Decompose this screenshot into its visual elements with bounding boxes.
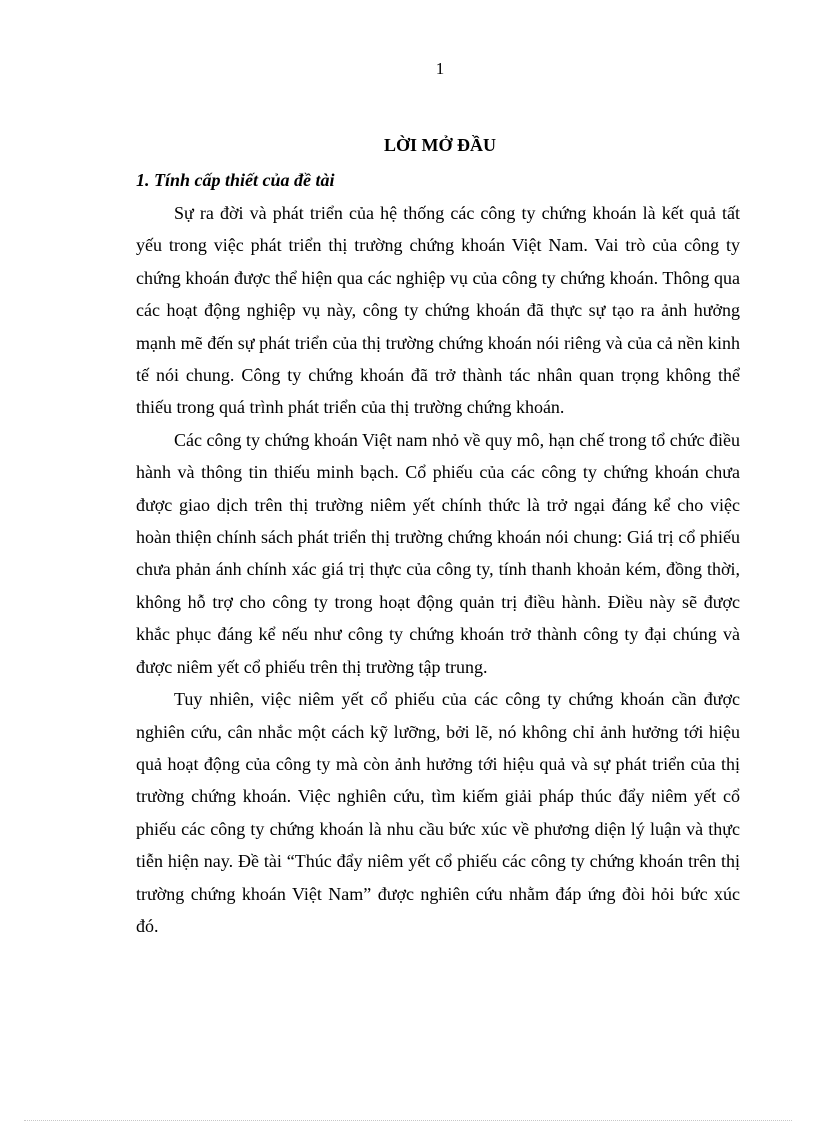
paragraph-1: Sự ra đời và phát triển của hệ thống các công ty chứng khoán là kết quả tất yếu trong việc phát triển thị trường chứng khoán Việt Nam. Vai trò của công ty chứng khoán được thể hiện qua các nghiệp vụ của công ty chứng khoán. Thông qua các hoạt động nghiệp vụ này, công ty chứng khoán đã thực sự tạo ra ảnh hưởng mạnh mẽ đến sự phát triển của thị trường chứng khoán nói riêng và của cả nền kinh tế nói chung. Công ty chứng khoán đã trở thành tác nhân quan trọng không thể thiếu trong quá trình phát triển của thị trường chứng khoán. <box>136 203 740 418</box>
paragraph-2: Các công ty chứng khoán Việt nam nhỏ về quy mô, hạn chế trong tổ chức điều hành và thông tin thiếu minh bạch. Cổ phiếu của các công ty chứng khoán chưa được giao dịch trên thị trường niêm yết chính thức là trở ngại đáng kể cho việc hoàn thiện chính sách phát triển thị trường chứng khoán nói chung: Giá trị cổ phiếu chưa phản ánh chính xác giá trị thực của công ty, tính thanh khoản kém, đồng thời, không hỗ trợ cho công ty trong hoạt động quản trị điều hành. Điều này sẽ được khắc phục đáng kể nếu như công ty chứng khoán trở thành công ty đại chúng và được niêm yết cổ phiếu trên thị trường tập trung. <box>136 429 740 677</box>
section-heading: 1. Tính cấp thiết của đề tài <box>136 170 335 190</box>
paragraph-3: Tuy nhiên, việc niêm yết cổ phiếu của các công ty chứng khoán cần được nghiên cứu, cân nhắc một cách kỹ lưỡng, bởi lẽ, nó không chỉ ảnh hưởng tới hiệu quả hoạt động của công ty mà còn ảnh hưởng tới hiệu quả và sự phát triển của thị trường chứng khoán. Việc nghiên cứu, tìm kiếm giải pháp thúc đẩy niêm yết cổ phiếu các công ty chứng khoán là nhu cầu bức xúc về phương diện lý luận và thực tiễn hiện nay. Đề tài “Thúc đẩy niêm yết cổ phiếu các công ty chứng khoán trên thị trường chứng khoán Việt Nam” được nghiên cứu nhằm đáp ứng đòi hỏi bức xúc đó. <box>136 689 740 936</box>
body-text <box>136 197 740 942</box>
page-bottom-rule <box>24 1120 792 1121</box>
page-title: LỜI MỞ ĐẦU <box>384 135 496 155</box>
page-number: 1 <box>435 59 445 78</box>
